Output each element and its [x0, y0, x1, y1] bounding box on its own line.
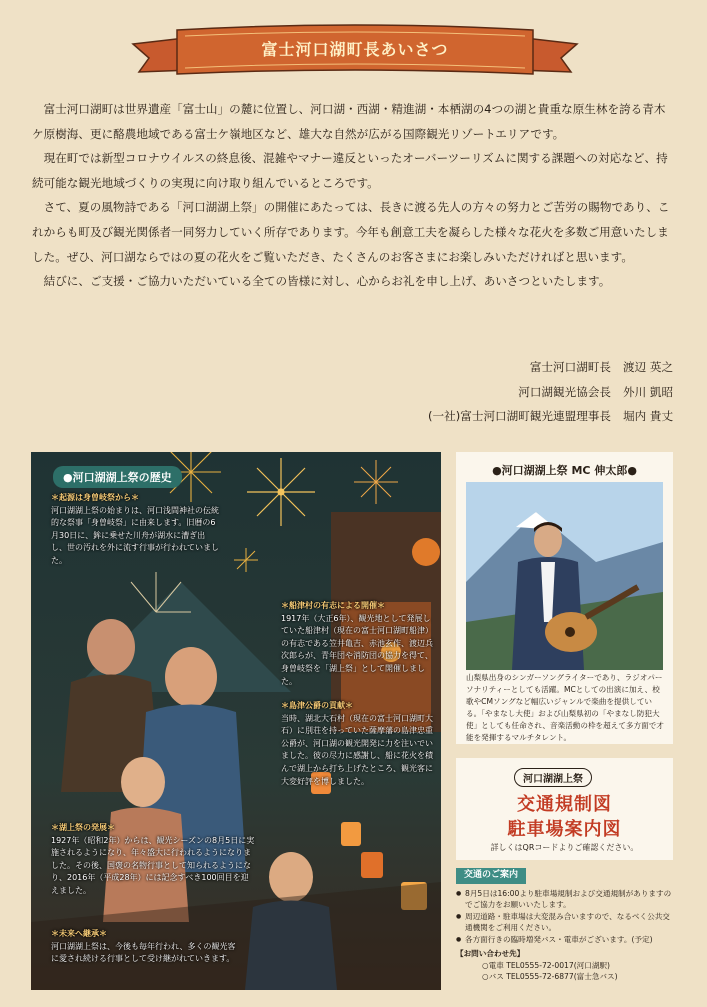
signature-row	[428, 380, 675, 405]
mc-portrait-graphic	[466, 482, 663, 670]
history-origin	[51, 492, 221, 568]
mc-title: ●河口湖湖上祭 MC 伸太郎●	[492, 464, 637, 477]
list-item: ● 各方面行きの臨時増発バス・電車がございます。(予定)	[456, 934, 673, 946]
traffic-regulation-title: 交通規制図	[517, 794, 612, 815]
greeting-paragraph: 現在町では新型コロナウイルスの終息後、混雑やマナー違反といったオーバーツーリズムに関する課題への対応など、持続可能な観光地域づくりの実現に向け取り組んでいるところです。	[32, 151, 668, 190]
banner-title: 富士河口湖町長あいさつ	[261, 40, 449, 59]
lantern-icon	[361, 852, 383, 878]
list-item: ● 周辺道路・駐車場は大変混み合いますので、なるべく公共交通機関をご利用ください。	[456, 911, 673, 934]
history-development	[51, 822, 256, 898]
signature-name: 外川 凱昭	[623, 384, 674, 399]
mc-description: 山梨県出身のシンガーソングライターであり、ラジオパーソナリティーとしても活躍。MCとしての出演に加え、校歌やCMソングなど幅広いジャンルで楽曲を提供している。「やまなし大使」および山梨県初の「やまなし防犯大使」としても任命され、音楽活動の枠を超えて多方面で才能を発揮するマルチタレント。	[466, 673, 664, 742]
signature-name: 堀内 貴丈	[623, 409, 674, 423]
history-text: 1917年（大正6年）、観光地として発展していた船津村（現在の富士河口湖町船津）の有志である笠井亀吉、赤池玄作、渡辺兵次郎らが、青年団や消防団の協力を得て、身曽岐祭を「湖上祭」として開催しました。	[281, 613, 433, 686]
signatures	[428, 355, 675, 429]
firework-icon	[247, 458, 315, 526]
list-item: ● 8月5日は16:00より駐車場規制および交通規制がありますのでご協力をお願いいたします。	[456, 888, 673, 911]
title-banner	[125, 22, 585, 86]
contact-bus: ○バス TEL0555-72-6877(富士急バス)	[482, 972, 618, 981]
greeting-paragraph: 富士河口湖町は世界遺産「富士山」の麓に位置し、河口湖・西湖・精進湖・本栖湖の4つの湖と貴重な原生林を誇る青木ケ原樹海、更に酪農地域である富士ケ嶺地区など、雄大な自然が広がる国際観光リゾートエリアです。	[32, 102, 666, 141]
greeting-paragraph: 結びに、ご支援・ご協力いただいている全ての皆様に対し、心からお礼を申し上げ、あいさつといたします。	[43, 274, 611, 289]
history-text: 1927年（昭和2年）からは、観光シーズンの8月5日に実施されるようになり、年々盛大に行われるようになりました。その後、国褒の名物行事として知られるようになり、2016年（平成28年）には記念すべき100回目を迎えました。	[51, 835, 255, 895]
lantern-icon	[412, 538, 440, 566]
history-panel	[31, 452, 441, 990]
history-heading: ＊起源は身曽岐祭から＊	[51, 493, 139, 502]
transport-info	[456, 868, 673, 983]
lantern-icon	[341, 822, 361, 846]
history-text: 当時、湖北大石村（現在の富士河口湖町大石）に別荘を持っていた薩摩藩の島津忠重公爵が、河口湖の観光開発に力を注いでいました。彼の尽力に感謝し、船に花火を積んで湖上から打ち上げたところ、観光客に大変好評を博しました。	[281, 713, 433, 786]
history-text: 河口湖湖上祭は、今後も毎年行われ、多くの観光客に愛され続ける行事として受け継がれていきます。	[51, 941, 236, 964]
transport-info-list	[456, 888, 673, 946]
history-funatsu	[281, 600, 433, 688]
parking-guide-title: 駐車場案内図	[507, 819, 622, 840]
history-heading: ＊未来へ継承＊	[51, 929, 107, 938]
contact-heading: 【お問い合わせ先】	[456, 949, 525, 958]
festival-badge: 河口湖湖上祭	[514, 768, 592, 787]
mc-photo	[466, 482, 663, 670]
history-title: ●河口湖湖上祭の歴史	[53, 466, 182, 488]
mc-panel	[456, 452, 673, 744]
history-future	[51, 928, 241, 966]
signature-name: 渡辺 英之	[623, 360, 674, 374]
greeting-body	[32, 97, 677, 294]
history-heading: ＊湖上祭の発展＊	[51, 823, 115, 832]
signature-title: 河口湖観光協会長	[518, 384, 611, 399]
qr-note: 詳しくはQRコードよりご確認ください。	[490, 843, 639, 852]
transport-info-title: 交通のご案内	[456, 868, 526, 884]
signature-row	[428, 355, 675, 380]
history-heading: ＊島津公爵の貢献＊	[281, 701, 353, 710]
greeting-paragraph: さて、夏の風物詩である「河口湖湖上祭」の開催にあたっては、長きに渡る先人の方々の努力とご苦労の賜物であり、これからも町及び観光関係者一同努力していく所存であります。今年も創意工夫を凝らした様々な花火を多数ご用意いたしました。ぜひ、河口湖ならではの夏の花火をご覧いただき、たくさんのお客さまにお楽しみいただければと思います。	[32, 200, 670, 264]
signature-row	[428, 404, 675, 429]
traffic-map-panel[interactable]	[456, 758, 673, 860]
history-text: 河口湖湖上祭の始まりは、河口浅間神社の伝統的な祭事「身曽岐祭」に由来します。旧暦の6月30日に、鉾に乗せた川舟が湖水に漕ぎ出し、世の汚れを外に流す行事が行われていました。	[51, 505, 219, 565]
signature-title: 富士河口湖町長	[529, 360, 611, 374]
history-shimazu	[281, 700, 433, 788]
history-heading: ＊船津村の有志による開催＊	[281, 601, 385, 610]
contact-train: ○電車 TEL0555-72-0017(河口湖駅)	[482, 960, 610, 970]
signature-title: (一社)富士河口湖町観光連盟理事長	[428, 409, 611, 423]
